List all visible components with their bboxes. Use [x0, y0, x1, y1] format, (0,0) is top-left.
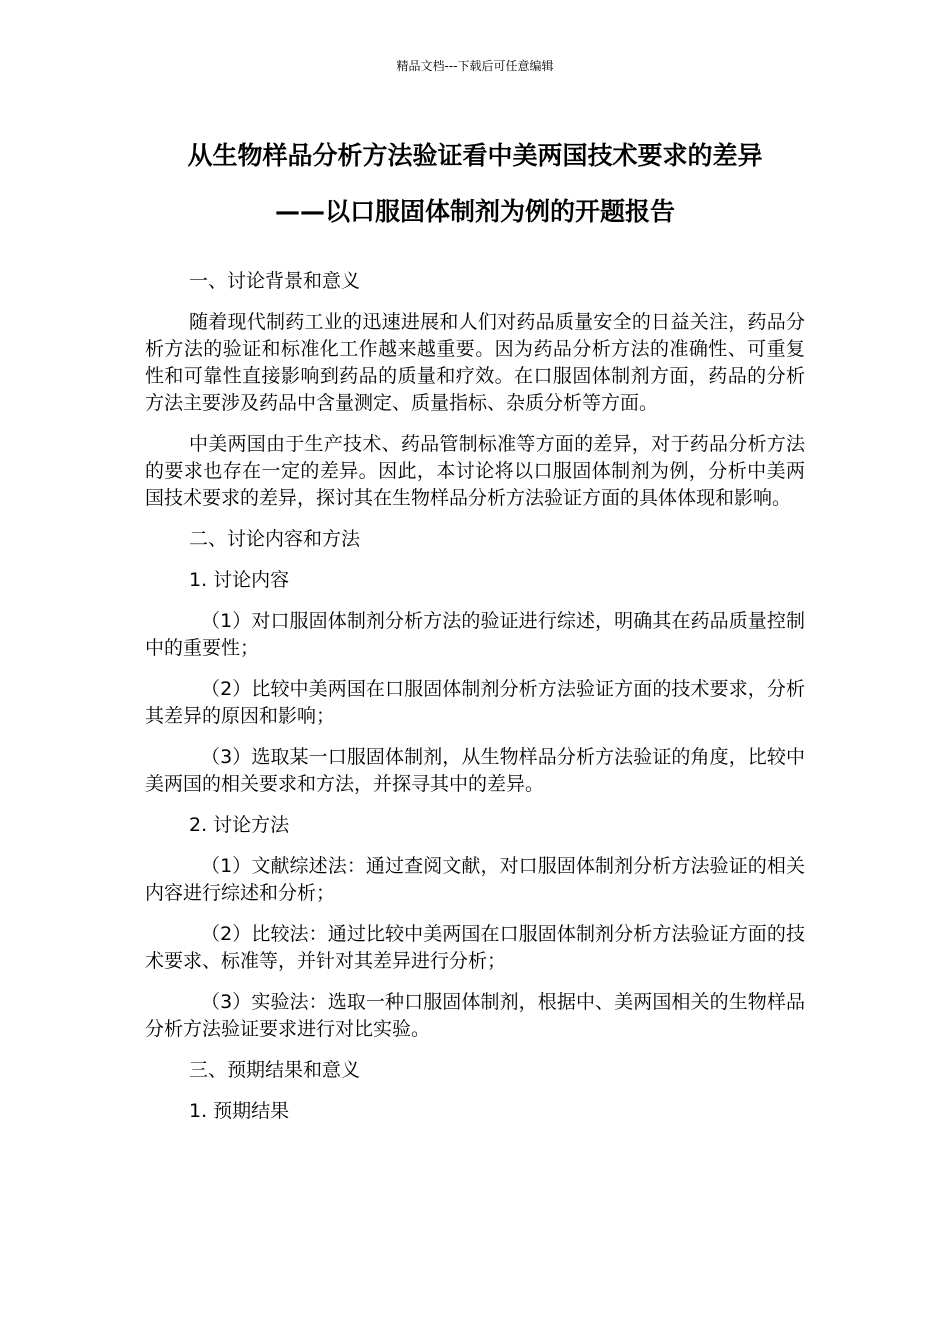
section-3-subheading-1: 1. 预期结果 — [189, 1100, 290, 1122]
section-3-heading: 三、预期结果和意义 — [189, 1059, 361, 1081]
research-content-item-3: （3）选取某一口服固体制剂，从生物样品分析方法验证的角度，比较中美两国的相关要求和方法，并探寻其中的差异。 — [145, 746, 805, 795]
research-method-item-2: （2）比较法：通过比较中美两国在口服固体制剂分析方法验证方面的技术要求、标准等，并针对其差异进行分析； — [145, 923, 805, 972]
page-header-note: 精品文档---下载后可任意编辑 — [396, 59, 554, 73]
research-content-item-2: （2）比较中美两国在口服固体制剂分析方法验证方面的技术要求，分析其差异的原因和影响； — [145, 678, 805, 727]
research-method-item-3: （3）实验法：选取一种口服固体制剂，根据中、美两国相关的生物样品分析方法验证要求进行对比实验。 — [145, 991, 805, 1040]
section-1-paragraph-2: 中美两国由于生产技术、药品管制标准等方面的差异，对于药品分析方法的要求也存在一定的差异。因此，本讨论将以口服固体制剂为例，分析中美两国技术要求的差异，探讨其在生物样品分析方法验证方面的具体体现和影响。 — [145, 433, 805, 509]
section-2-subheading-2: 2. 讨论方法 — [189, 814, 290, 836]
research-content-item-1: （1）对口服固体制剂分析方法的验证进行综述，明确其在药品质量控制中的重要性； — [145, 610, 805, 659]
section-2-subheading-1: 1. 讨论内容 — [189, 569, 290, 591]
section-1-heading: 一、讨论背景和意义 — [189, 270, 361, 292]
document-title-line-2: ——以口服固体制剂为例的开题报告 — [274, 197, 675, 226]
section-2-heading: 二、讨论内容和方法 — [189, 528, 361, 550]
document-title-line-1: 从生物样品分析方法验证看中美两国技术要求的差异 — [187, 141, 763, 170]
section-1-paragraph-1: 随着现代制药工业的迅速进展和人们对药品质量安全的日益关注，药品分析方法的验证和标准化工作越来越重要。因为药品分析方法的准确性、可重复性和可靠性直接影响到药品的质量和疗效。在口服固体制剂方面，药品的分析方法主要涉及药品中含量测定、质量指标、杂质分析等方面。 — [145, 311, 805, 414]
research-method-item-1: （1）文献综述法：通过查阅文献，对口服固体制剂分析方法验证的相关内容进行综述和分析； — [145, 855, 805, 904]
document-body — [145, 268, 805, 1139]
